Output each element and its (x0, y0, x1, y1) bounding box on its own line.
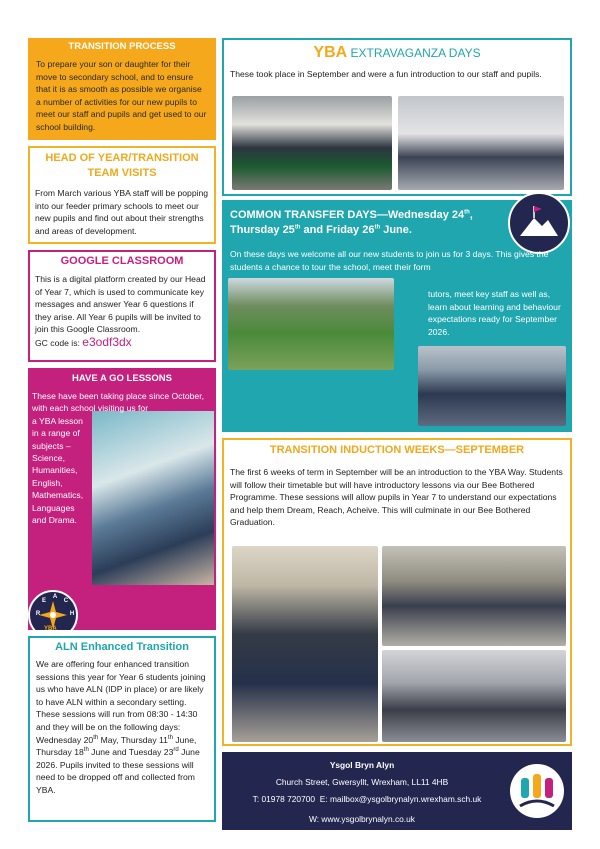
mountain-badge (508, 192, 570, 254)
google-classroom-panel (28, 250, 216, 362)
head-of-year-body: From March various YBA staff will be popping into our feeder primary schools to meet our new pupils and find out about their strengths and areas of development. (35, 188, 209, 236)
reach-badge-footer: YBA (44, 626, 57, 630)
school-address: Church Street, Gwersyllt, Wrexham, LL11 4HB (275, 777, 449, 787)
common-transfer-title: COMMON TRANSFER DAYS—Wednesday 24th, Thursday 25th and Friday 26th June. (230, 209, 473, 236)
aln-body: We are offering four enhanced transition sessions this year for Year 6 students joining us who have ALN (IDP in place) or are likely to have ALN within a secondary setting. These sessions will run from 08:30 - 14:30 and they will be on the following days: Wednesday 20th May, Thursday 11th June, Thursday 18th June and Tuesday 23rd June 2026. Pupils invited to these sessions will need to be dropped off and collected from YBA. (36, 659, 206, 795)
have-a-go-title: HAVE A GO LESSONS (72, 373, 172, 384)
reach-badge-letter: R (35, 611, 41, 617)
induction-photo-bike (382, 650, 566, 742)
extravaganza-title-rest: EXTRAVAGANZA DAYS (350, 46, 481, 60)
google-classroom-title: GOOGLE CLASSROOM (60, 255, 184, 267)
have-a-go-intro-lead: These have been taking place since October, with each school visiting us for (32, 391, 204, 414)
reach-badge-letter: A (52, 594, 58, 600)
aln-panel (28, 636, 216, 822)
extravaganza-photo-hall (398, 96, 564, 190)
transfer-field-photo (228, 278, 394, 370)
induction-photo-class (382, 546, 566, 646)
induction-photo-group (232, 546, 378, 742)
school-name: Ysgol Bryn Alyn (329, 760, 395, 770)
extravaganza-title-accent: YBA (313, 44, 348, 61)
transition-process-panel (28, 38, 216, 140)
induction-body: The first 6 weeks of term in September will be an introduction to the YBA Way. Students will follow their timetable but will have introductory lessons via our Bee Bothered Programme. These sessions will allow pupils in Year 7 to understand our expectations and help them Dream, Reach, Acheive. This will culminate in our Bee Bothered Graduation. (230, 467, 563, 528)
common-transfer-body-2: tutors, meet key staff as well as, learn about learning and behaviour expectations ready for September 2026. (428, 289, 561, 337)
have-a-go-intro (28, 390, 216, 526)
induction-panel (222, 438, 572, 746)
common-transfer-body-1: On these days we welcome all our new students to join us for 3 days. This gives the students a chance to tour the school, meet their form (230, 249, 549, 272)
extravaganza-title (230, 44, 564, 62)
google-classroom-body: This is a digital platform created by our Head of Year 7, which is used to communicate key messages and answer Year 6 questions if they arise. All Year 6 pupils will be invited to join this Google Classroom. (35, 274, 206, 335)
school-web[interactable]: W: www.ysgolbrynalyn.co.uk (309, 814, 415, 824)
common-transfer-panel (222, 200, 572, 432)
have-a-go-panel (28, 368, 216, 630)
have-a-go-intro-subjects: a YBA lesson in a range of subjects – Science, Humanities, English, Mathematics, Languages and Drama. (32, 415, 84, 526)
transition-process-title: TRANSITION PROCESS (68, 41, 176, 52)
transfer-classroom-photo (418, 346, 566, 426)
reach-badge-letter: H (69, 611, 75, 617)
aln-title: ALN Enhanced Transition (55, 641, 189, 653)
school-email[interactable]: E: mailbox@ysgolbrynalyn.wrexham.sch.uk (319, 794, 482, 804)
google-classroom-code-line (35, 336, 209, 350)
reach-badge-letter: E (42, 597, 47, 604)
hands-logo-icon (508, 762, 566, 820)
extravaganza-body: These took place in September and were a fun introduction to our staff and pupils. (230, 69, 542, 79)
code-label: GC code is: (35, 337, 80, 348)
reach-badge (28, 590, 78, 630)
head-of-year-title: HEAD OF YEAR/TRANSITION TEAM VISITS (45, 152, 199, 179)
school-phone: T: 01978 720700 (252, 794, 316, 804)
school-footer (222, 752, 572, 830)
extravaganza-photo-pupils (232, 96, 392, 190)
extravaganza-panel (222, 38, 572, 196)
mountain-flag-icon (510, 194, 568, 252)
transition-process-body: To prepare your son or daughter for their move to secondary school, and to ensure that it is as smooth as possible we organise a number of activities for our new pupils to meet our staff and pupils and get used to our school building. (36, 59, 207, 132)
reach-badge-letter: C (63, 597, 69, 604)
induction-title: TRANSITION INDUCTION WEEKS—SEPTEMBER (269, 444, 525, 456)
head-of-year-panel (28, 146, 216, 244)
code-value: e3odf3dx (82, 334, 132, 349)
school-contact (222, 794, 512, 804)
